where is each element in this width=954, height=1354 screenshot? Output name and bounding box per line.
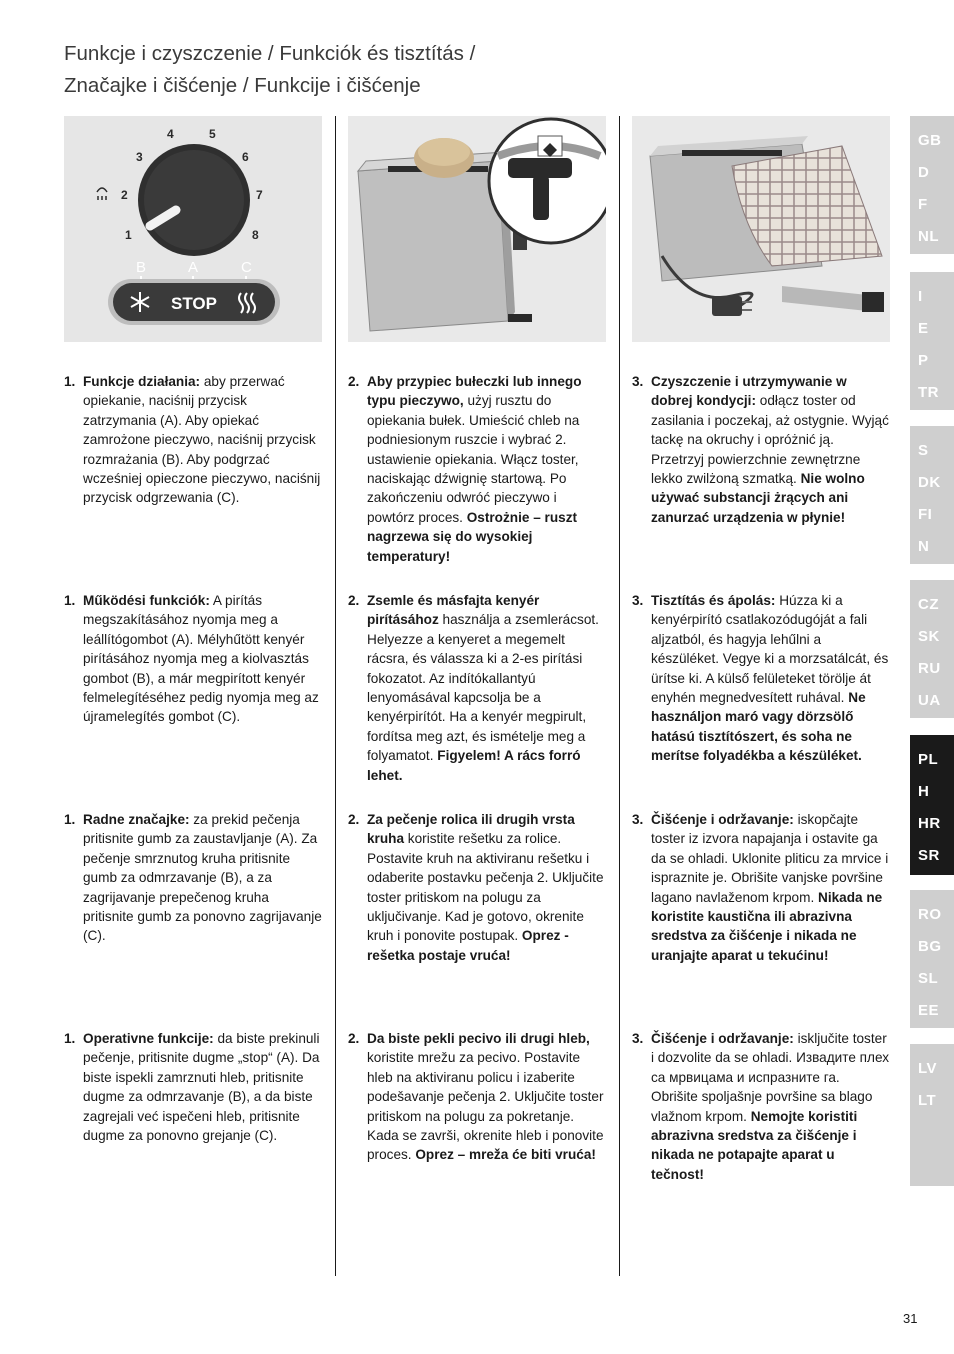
language-tab[interactable]: P — [918, 352, 929, 369]
instruction-text: użyj rusztu do opiekania bułek. Umieścić chleb na podniesionym ruszcie i wybrać 2. ustawienie opiekania. Włącz toster, naciskając dźwignię startową. Po zakończeniu odwróć pieczywo i powtórz proces. — [367, 393, 580, 525]
dial-number: 6 — [242, 150, 249, 164]
instruction-warning: Ostrożnie – ruszt nagrzewa się do wysokiej temperatury! — [367, 509, 578, 564]
dial-number: 5 — [209, 127, 216, 141]
language-group — [910, 1044, 954, 1186]
language-tab[interactable]: D — [918, 164, 930, 181]
language-tab[interactable]: DK — [918, 474, 941, 491]
language-tab-active[interactable]: PL — [918, 751, 939, 768]
label-b: B — [136, 259, 147, 276]
language-tab[interactable]: LV — [918, 1060, 938, 1077]
instruction-sr-1: 1. Operativne funkcije: da biste prekinuli pečenje, pritisnite dugme „stop“ (A). Da biste ispekli zamrznuti hleb, pritisnite dugme za odmrzavanje (B), a da biste zagrejali već ispečeni hleb, pritisnite dugme za ponovno grejanje (C). — [64, 1031, 320, 1144]
dial-number: 1 — [125, 228, 132, 242]
instruction-pl-2: 2. Aby przypiec bułeczki lub innego typu pieczywo, użyj rusztu do opiekania bułek. Umieścić chleb na podniesionym ruszcie i wybrać 2. ustawienie opiekania. Włącz toster, naciskając dźwignię startową. Po zakończeniu odwróć pieczywo i powtórz proces. Ostrożnie – ruszt nagrzewa się do wysokiej temperatury! — [348, 374, 582, 564]
language-tab[interactable]: RO — [918, 906, 942, 923]
dial-number: 3 — [136, 150, 143, 164]
instruction-text: aby przerwać opiekanie, naciśnij przycisk zatrzymania (A). Aby opiekać zamrożone pieczywo, naciśnij przycisk rozmrażania (B). Aby podgrzać wcześniej opieczone pieczywo, naciśnij przycisk odgrzewania (C). — [83, 374, 321, 506]
column-divider — [619, 116, 620, 1276]
language-group — [910, 116, 954, 254]
instruction-hr-1: 1. Radne značajke: za prekid pečenja pritisnite gumb za zaustavljanje (A). Za pečenje smrznutog kruha pritisnite gumb za odmrzavanje (B), a za zagrijavanje prepečenog kruha pritisnite gumb za ponovno zagrijavanje (C). — [64, 812, 322, 944]
stop-button-label: STOP — [171, 294, 217, 313]
label-a: A — [188, 259, 199, 276]
instruction-hr-3: 3. Čišćenje i održavanje: iskopčajte toster iz izvora napajanja i ostavite ga da se ohladi. Uklonite pliticu za mrvice i ispraznite je. Obrišite vanjske površine lagano navlaženom krpom. Nikada ne koristite kaustična ili abrazivna sredstva za čišćenje i nikada ne uranjajte aparat u tekućinu! — [632, 812, 889, 963]
instruction-warning: Nikada ne koristite kaustična ili abrazivna sredstva za čišćenje i nikada ne uranjajte aparat u tekućinu! — [651, 889, 883, 963]
label-c: C — [241, 259, 252, 276]
language-tab[interactable]: SL — [918, 970, 939, 987]
instruction-heading: Tisztítás és ápolás: — [651, 593, 776, 608]
instruction-text: használja a zsemlerácsot. Helyezze a kenyeret a megemelt rácsra, és válassza ki a 2-es pirítási fokozatot. Az indítókallantyú lenyomásával kapcsolja be a kenyérpirítót. Ha a kenyér megpirult, fordítsa meg azt, és ismételje meg a folyamatot. — [367, 612, 599, 764]
instruction-warning: Figyelem! A rács forró lehet. — [367, 748, 581, 783]
instruction-warning: Nemojte koristiti abrazivna sredstva za čišćenje i nikada ne potapajte aparat u tečnost! — [651, 1108, 858, 1182]
language-tab[interactable]: N — [918, 538, 930, 555]
instruction-heading: Zsemle és másfajta kenyér pirításához — [367, 593, 540, 628]
instruction-text: koristite rešetku za rolice. Postavite kruh na aktiviranu rešetku i odaberite postavku pečenja 2. Uključite toster pritiskom na polugu za uključivanje. Kad je gotovo, okrenite kruh i ponovite postupak. — [367, 831, 604, 944]
language-tab[interactable]: RU — [918, 660, 941, 677]
language-group-active — [910, 735, 954, 875]
instruction-text: iskopčajte toster iz izvora napajanja i ostavite ga da se ohladi. Uklonite pliticu za mrvice i ispraznite je. Obrišite vanjske površine lagano navlaženom krpom. — [651, 812, 889, 905]
instruction-heading: Czyszczenie i utrzymywanie w dobrej kondycji: — [651, 374, 847, 409]
instruction-warning: Ne használjon maró vagy dörzsölő hatású tisztítószert, és soha ne merítse folyadékba a készüléket. — [651, 690, 866, 764]
page-title-line-2: Značajke i čišćenje / Funkcije i čišćenje — [64, 74, 421, 97]
page-number: 31 — [903, 1311, 918, 1326]
language-tab[interactable]: BG — [918, 938, 942, 955]
instruction-hu-3: 3. Tisztítás és ápolás: Húzza ki a kenyérpirító csatlakozódugóját a fali aljzatból, és hagyja lehűlni a készüléket. Vegye ki a morzsatálcát, és ürítse ki. A külső felületeket törölje át enyhén megnedvesített ruhával. Ne használjon maró vagy dörzsölő hatású tisztítószert, és soha ne merítse folyadékba a készüléket. — [632, 593, 889, 764]
instruction-heading: Aby przypiec bułeczki lub innego typu pieczywo, — [367, 374, 582, 409]
instruction-hu-1: 1. Működési funkciók: A pirítás megszakításához nyomja meg a leállítógombot (A). Mélyhűtött kenyér pirításához nyomja meg a kiolvasztás gombot (B), a már megpirított kenyér felmelegítéséhez pedig nyomja meg az újramelegítés gombot (C). — [64, 593, 319, 725]
instruction-text: isključite toster i dozvolite da se ohladi. Извадите плех са мрвицама и испразните га. Obrišite spoljašnje površine sa blago vlažnom krpom. — [651, 1031, 890, 1124]
dial-number: 4 — [167, 127, 174, 141]
instruction-heading: Za pečenje rolica ili drugih vrsta kruha — [367, 812, 575, 847]
language-tab-active[interactable]: H — [918, 783, 930, 800]
language-tab[interactable]: F — [918, 196, 928, 213]
instruction-hr-2: 2. Za pečenje rolica ili drugih vrsta kruha koristite rešetku za rolice. Postavite kruh na aktiviranu rešetku i odaberite postavku pečenja 2. Uključite toster pritiskom na polugu za uključivanje. Kad je gotovo, okrenite kruh i ponovite postupak. Oprez - rešetka postaje vruća! — [348, 812, 604, 963]
instruction-heading: Da biste pekli pecivo ili drugi hleb, — [367, 1031, 590, 1046]
language-tab[interactable]: TR — [918, 384, 939, 401]
instruction-sr-3: 3. Čišćenje i održavanje: isključite toster i dozvolite da se ohladi. Извадите плех са мрвицама и испразните га. Obrišite spoljašnje površine sa blago vlažnom krpom. Nemojte koristiti abrazivna sredstva za čišćenje i nikada ne potapajte aparat u tečnost! — [632, 1031, 890, 1182]
language-tab[interactable]: NL — [918, 228, 939, 245]
language-tab[interactable]: UA — [918, 692, 941, 709]
dial-number: 8 — [252, 228, 259, 242]
instruction-hu-2: 2. Zsemle és másfajta kenyér pirításához használja a zsemlerácsot. Helyezze a kenyeret a megemelt rácsra, és válassza ki a 2-es pirítási fokozatot. Az indítókallantyú lenyomásával kapcsolja be a kenyérpirítót. Ha a kenyér megpirult, fordítsa meg azt, és ismételje meg a folyamatot. Figyelem! A rács forró lehet. — [348, 593, 599, 783]
figure-cleaning — [632, 116, 890, 342]
instruction-warning: Oprez - rešetka postaje vruća! — [367, 928, 569, 963]
language-tab-active[interactable]: HR — [918, 815, 941, 832]
language-tab-active[interactable]: SR — [918, 847, 940, 864]
instruction-heading: Čišćenje i održavanje: — [651, 812, 794, 827]
language-tab[interactable]: GB — [918, 132, 942, 149]
dial-number: 7 — [256, 188, 263, 202]
language-tab[interactable]: FI — [918, 506, 933, 523]
instruction-text: za prekid pečenja pritisnite gumb za zaustavljanje (A). Za pečenje smrznutog kruha pritisnite gumb za odmrzavanje (B), a za zagrijavanje prepečenog kruha pritisnite gumb za ponovno zagrijavanje (C). — [83, 812, 322, 944]
page-title — [64, 38, 864, 102]
instruction-sr-2: 2. Da biste pekli pecivo ili drugi hleb, koristite mrežu za pecivo. Postavite hleb na aktiviranu policu i izaberite podešavanje pečenja 2. Uključite toster pritiskom na polugu za pokretanje. Kada se završi, okrenite hleb i ponovite proces. Oprez – mreža će biti vruća! — [348, 1031, 604, 1163]
page-title-line-1: Funkcje i czyszczenie / Funkciók és tisztítás / — [64, 42, 476, 65]
instruction-pl-1: 1. Funkcje działania: aby przerwać opiekanie, naciśnij przycisk zatrzymania (A). Aby opiekać zamrożone pieczywo, naciśnij przycisk rozmrażania (B). Aby podgrzać wcześniej opieczone pieczywo, naciśnij przycisk odgrzewania (C). — [64, 374, 321, 506]
instruction-text: A pirítás megszakításához nyomja meg a leállítógombot (A). Mélyhűtött kenyér pirításához nyomja meg a kiolvasztás gombot (B), a már megpirított kenyér felmelegítéséhez pedig nyomja meg az újramelegítés gombot (C). — [83, 593, 319, 725]
instruction-text: koristite mrežu za pecivo. Postavite hleb na aktiviranu policu i izaberite podešavanje pečenja 2. Uključite toster pritiskom na polugu za pokretanje. Kada se završi, okrenite hleb i ponovite proces. — [367, 1050, 604, 1163]
language-tab[interactable]: I — [918, 288, 923, 305]
language-tab[interactable]: CZ — [918, 596, 939, 613]
instruction-pl-3: 3. Czyszczenie i utrzymywanie w dobrej kondycji: odłącz toster od zasilania i poczekaj, aż ostygnie. Wyjąć tackę na okruchy i opróżnić ją. Przetrzyj powierzchnie zewnętrzne lekko zwilżoną szmatką. Nie wolno używać substancji żrących ani zanurzać urządzenia w płynie! — [632, 374, 889, 525]
language-group — [910, 890, 954, 1028]
instruction-text: da biste prekinuli pečenje, pritisnite dugme „stop“ (A). Da biste ispekli zamrznuti hleb, pritisnite dugme za odmrzavanje (B), a da biste zagrejali već ispečeni hleb, pritisnite dugme za ponovno grejanje (C). — [83, 1031, 320, 1144]
language-tab[interactable]: EE — [918, 1002, 940, 1019]
instruction-warning: Oprez – mreža će biti vruća! — [415, 1147, 596, 1163]
instruction-heading: Radne značajke: — [83, 812, 190, 827]
dial-number: 2 — [121, 188, 128, 202]
instruction-text: odłącz toster od zasilania i poczekaj, aż ostygnie. Wyjąć tackę na okruchy i opróżnić ją. Przetrzyj powierzchnie zewnętrzne lekko zwilżoną szmatką. — [651, 393, 889, 487]
instruction-heading: Funkcje działania: — [83, 374, 201, 389]
instruction-heading: Čišćenje i održavanje: — [651, 1031, 794, 1046]
language-group — [910, 272, 954, 410]
figure-bun-rack — [348, 116, 606, 342]
instruction-heading: Működési funkciók: — [83, 593, 210, 608]
language-group — [910, 580, 954, 718]
language-tab[interactable]: SK — [918, 628, 940, 645]
language-tab[interactable]: LT — [918, 1092, 937, 1109]
language-tab[interactable]: S — [918, 442, 929, 459]
column-divider — [335, 116, 336, 1276]
instruction-heading: Operativne funkcije: — [83, 1031, 214, 1046]
figure-control-panel — [64, 116, 322, 342]
instruction-warning: Nie wolno używać substancji żrących ani zanurzać urządzenia w płynie! — [651, 471, 865, 525]
language-tab[interactable]: E — [918, 320, 929, 337]
language-group — [910, 426, 954, 564]
instruction-text: Húzza ki a kenyérpirító csatlakozódugóját a fali aljzatból, és hagyja lehűlni a készüléket. Vegye ki a morzsatálcát, és ürítse ki. A külső felületeket törölje át enyhén megnedvesített ruhával. — [651, 593, 889, 706]
